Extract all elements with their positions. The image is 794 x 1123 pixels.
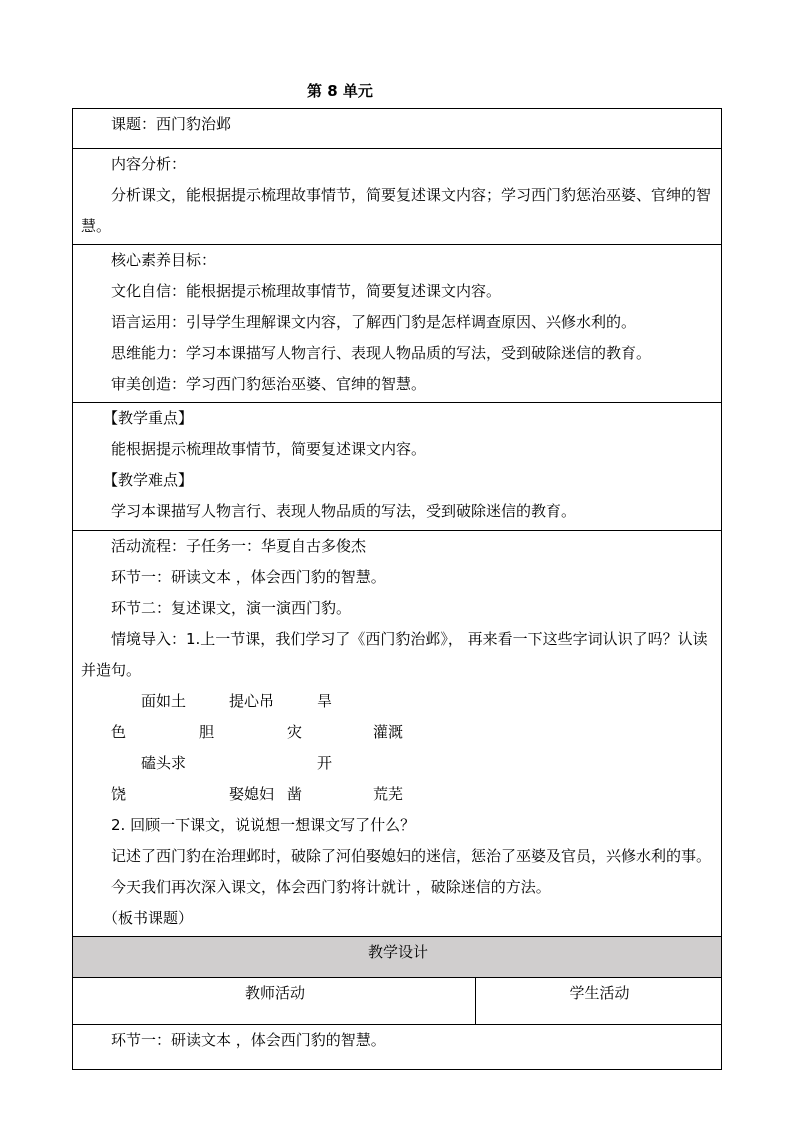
column-header-row xyxy=(73,978,722,1025)
content-analysis-heading: 内容分析： xyxy=(111,155,187,173)
core-goals-heading: 核心素养目标： xyxy=(111,251,217,269)
design-header-row xyxy=(73,937,722,978)
word-item: 娶媳妇 xyxy=(229,785,275,803)
core-goal-item: 文化自信：能根据提示梳理故事情节，简要复述课文内容。 xyxy=(111,282,502,300)
word-item: 磕头求饶 xyxy=(111,754,187,803)
difficult-points-text: 学习本课描写人物言行、表现人物品质的写法，受到破除迷信的教育。 xyxy=(111,502,577,520)
design-header: 教学设计 xyxy=(73,937,722,978)
today-text: 今天我们再次深入课文，体会西门豹将计就计 ，破除迷信的方法。 xyxy=(111,878,551,896)
answer-text: 记述了西门豹在治理邺时，破除了河伯娶媳妇的迷信，惩治了巫婆及官员，兴修水利的事。 xyxy=(111,847,712,865)
word-item: 提心吊胆 xyxy=(199,692,275,741)
word-item: 荒芜 xyxy=(373,785,404,803)
word-list-row-2 xyxy=(81,748,715,810)
core-goal-item: 审美创造：学习西门豹惩治巫婆、官绅的智慧。 xyxy=(111,375,427,393)
core-goals-row xyxy=(73,245,722,403)
difficult-points-heading: 【教学难点】 xyxy=(103,471,194,489)
activity-step1: 环节一：研读文本 ，体会西门豹的智慧。 xyxy=(111,568,386,586)
lesson-plan-table xyxy=(72,108,722,1070)
page-title: 第 8 单元 xyxy=(307,82,373,100)
word-item: 开凿 xyxy=(287,754,333,803)
key-points-heading: 【教学重点】 xyxy=(103,409,194,427)
lesson-topic: 课题：西门豹治邺 xyxy=(111,115,232,133)
word-item: 旱灾 xyxy=(287,692,333,741)
word-item: 面如土色 xyxy=(111,692,187,741)
core-goal-item: 思维能力：学习本课描写人物言行、表现人物品质的写法，受到破除迷信的教育。 xyxy=(111,344,652,362)
question-2: 2. 回顾一下课文，说说想一想课文写了什么？ xyxy=(111,816,416,834)
word-item: 灌溉 xyxy=(373,723,404,741)
activity-row xyxy=(73,531,722,937)
core-goal-item: 语言运用：引导学生理解课文内容，了解西门豹是怎样调查原因、兴修水利的。 xyxy=(111,313,637,331)
bottom-step-text: 环节一：研读文本 ，体会西门豹的智慧。 xyxy=(111,1031,386,1049)
activity-flow: 活动流程：子任务一：华夏自古多俊杰 xyxy=(111,537,367,555)
board-note: （板书课题） xyxy=(103,909,194,927)
word-list-row-1 xyxy=(81,686,715,748)
content-analysis-row xyxy=(73,149,722,245)
situation-intro: 情境导入：1.上一节课，我们学习了《西门豹治邺》， 再来看一下这些字词认识了吗？认读并造句。 xyxy=(81,630,708,679)
teacher-activity-header: 教师活动 xyxy=(73,978,476,1025)
key-points-row xyxy=(73,403,722,531)
key-points-text: 能根据提示梳理故事情节，简要复述课文内容。 xyxy=(111,440,427,458)
bottom-step-row xyxy=(73,1025,722,1070)
topic-row xyxy=(73,109,722,149)
content-analysis-text: 分析课文，能根据提示梳理故事情节，简要复述课文内容；学习西门豹惩治巫婆、官绅的智慧。 xyxy=(81,186,712,235)
student-activity-header: 学生活动 xyxy=(476,978,722,1025)
activity-step2: 环节二：复述课文，演一演西门豹。 xyxy=(111,599,352,617)
